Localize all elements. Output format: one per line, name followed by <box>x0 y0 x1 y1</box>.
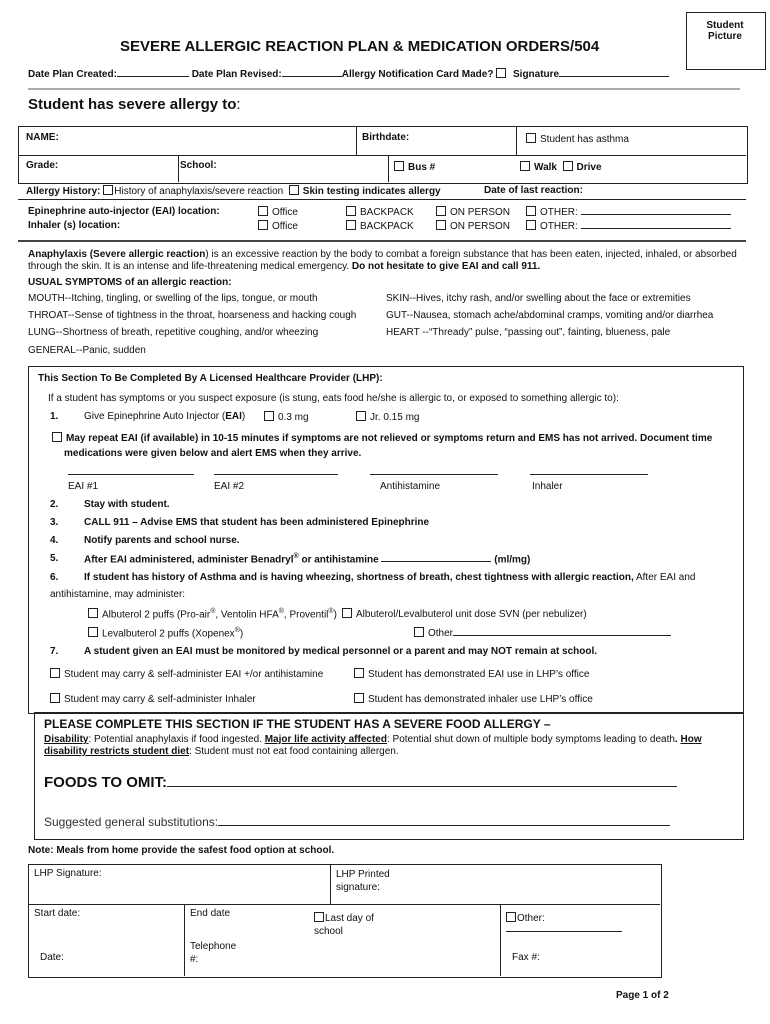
allergy-card-label: Allergy Notification Card Made? <box>341 69 494 80</box>
anaphylaxis-paragraph: Anaphylaxis (Severe allergic reaction) is an excessive reaction by the body to combat a foreign substance that has been eaten, injected, inhaled, or absorbed through the skin. It is an intense and life-threatening medical emergency. Do not hesitate to give EAI and call 911. <box>28 249 737 272</box>
inhaler-other-field[interactable] <box>581 228 731 229</box>
antihistamine-label: Antihistamine <box>380 481 441 492</box>
meals-note: Note: Meals from home provide the safest food option at school. <box>28 845 335 856</box>
inhaler-person-checkbox[interactable] <box>436 220 446 230</box>
inhaler-location-label: Inhaler (s) location: <box>28 220 121 231</box>
last-reaction-label: Date of last reaction: <box>484 185 583 196</box>
step-1-number: 1. <box>50 411 59 422</box>
signature-label: Signature <box>513 69 560 80</box>
symptom-lung: LUNG--Shortness of breath, repetitive coughing, and/or wheezing <box>28 327 319 338</box>
step-6: If student has history of Asthma and is having wheezing, shortness of breath, chest tightness with allergic reaction, After EAI and <box>84 572 696 583</box>
date-revised-field[interactable] <box>282 76 342 77</box>
carry-inhaler-checkbox[interactable] <box>50 693 60 703</box>
inhaler-office-checkbox[interactable] <box>258 220 268 230</box>
symptom-mouth: MOUTH--Itching, tingling, or swelling of the lips, tongue, or mouth <box>28 293 318 304</box>
step-7: A student given an EAI must be monitored by medical personnel or a parent and may NOT remain at school. <box>84 646 598 657</box>
inhaler-backpack-checkbox[interactable] <box>346 220 356 230</box>
symptom-skin: SKIN--Hives, itchy rash, and/or swelling about the face or extremities <box>386 293 691 304</box>
other-med-option[interactable]: Other <box>414 627 671 639</box>
other-med-field[interactable] <box>453 635 671 636</box>
other-med-checkbox[interactable] <box>414 627 424 637</box>
eai2-label: EAI #2 <box>214 481 245 492</box>
epi-other-field[interactable] <box>581 214 731 215</box>
walk-drive-options[interactable]: Walk Drive <box>520 161 602 173</box>
substitutions-field[interactable] <box>218 825 670 826</box>
last-day-option[interactable]: Last day of school <box>314 913 374 937</box>
inhaler-other-checkbox[interactable] <box>526 220 536 230</box>
epi-office-checkbox[interactable] <box>258 206 268 216</box>
step-5: After EAI administered, administer Benadryl® or antihistamine (ml/mg) <box>84 553 531 566</box>
foods-to-omit: FOODS TO OMIT: <box>44 774 677 791</box>
usual-symptoms-heading: USUAL SYMPTOMS of an allergic reaction: <box>28 277 232 288</box>
name-label: NAME: <box>26 132 59 143</box>
albuterol-svn-checkbox[interactable] <box>342 608 352 618</box>
date-label: Date: <box>40 952 64 963</box>
step-3: CALL 911 – Advise EMS that student has been administered Epinephrine <box>84 517 430 528</box>
food-heading: PLEASE COMPLETE THIS SECTION IF THE STUDENT HAS A SEVERE FOOD ALLERGY – <box>44 717 551 731</box>
demo-eai-checkbox[interactable] <box>354 668 364 678</box>
carry-eai-option[interactable]: Student may carry & self-administer EAI +/or antihistamine <box>50 668 323 680</box>
school-label: School: <box>180 160 217 171</box>
end-date-label: End date <box>190 908 231 919</box>
allergy-history-row: Allergy History: History of anaphylaxis/severe reaction Skin testing indicates allergy <box>26 186 441 197</box>
page-number: Page 1 of 2 <box>616 990 669 1001</box>
bus-checkbox[interactable] <box>394 161 404 171</box>
lhp-signature-label: LHP Signature: <box>34 868 102 879</box>
grade-label: Grade: <box>26 160 59 171</box>
foods-to-omit-field[interactable] <box>167 786 677 787</box>
albuterol-option[interactable]: Albuterol 2 puffs (Pro-air®, Ventolin HFA®, Proventil®) <box>88 608 337 620</box>
picture-label: Student Picture <box>706 20 744 42</box>
epi-other-checkbox[interactable] <box>526 206 536 216</box>
birthdate-label: Birthdate: <box>362 132 410 143</box>
date-created-field[interactable] <box>117 76 189 77</box>
carry-inhaler-option[interactable]: Student may carry & self-administer Inhaler <box>50 693 256 705</box>
antihistamine-dose-field[interactable] <box>381 561 491 562</box>
lhp-intro: If a student has symptoms or you suspect exposure (is stung, eats food he/she is allergic to, or exposed to something allergic to): <box>48 393 619 404</box>
disability-text: Disability: Potential anaphylaxis if food ingested. Major life activity affected: Potential shut down of multiple body symptoms leading to death. How disability restricts student diet: Student must not eat food containing allergen. <box>44 734 702 757</box>
page-title: SEVERE ALLERGIC REACTION PLAN & MEDICATION ORDERS/504 <box>120 38 600 55</box>
date-revised-label: Date Plan Revised: <box>191 69 282 80</box>
skin-testing-checkbox[interactable] <box>289 185 299 195</box>
albuterol-checkbox[interactable] <box>88 608 98 618</box>
symptom-gut: GUT--Nausea, stomach ache/abdominal cramps, vomiting and/or diarrhea <box>386 310 714 321</box>
demo-inhaler-option[interactable]: Student has demonstrated inhaler use LHP’s office <box>354 693 593 705</box>
other-date-option[interactable]: Other: <box>506 912 622 935</box>
lhp-heading: This Section To Be Completed By A Licensed Healthcare Provider (LHP): <box>38 373 383 384</box>
allergy-card-checkbox[interactable] <box>496 68 506 78</box>
substitutions: Suggested general substitutions: <box>44 815 670 829</box>
drive-checkbox[interactable] <box>563 161 573 171</box>
albuterol-svn-option[interactable]: Albuterol/Levalbuterol unit dose SVN (per nebulizer) <box>342 608 587 620</box>
carry-eai-checkbox[interactable] <box>50 668 60 678</box>
symptom-throat: THROAT--Sense of tightness in the throat, hoarseness and hacking cough <box>28 310 357 321</box>
repeat-eai-checkbox[interactable] <box>52 432 62 442</box>
other-date-field[interactable] <box>506 931 622 932</box>
date-created-label: Date Plan Created: <box>28 69 117 80</box>
start-date-label: Start date: <box>34 908 81 919</box>
symptom-heart: HEART --“Thready” pulse, “passing out”, fainting, blueness, pale <box>386 327 671 338</box>
epi-location-label: Epinephrine auto-injector (EAI) location: <box>28 206 220 217</box>
other-date-checkbox[interactable] <box>506 912 516 922</box>
bus-option[interactable]: Bus # <box>394 161 435 173</box>
dose-jr-checkbox[interactable] <box>356 411 366 421</box>
anaphylaxis-history-checkbox[interactable] <box>103 185 113 195</box>
asthma-option[interactable]: Student has asthma <box>526 133 629 145</box>
levalbuterol-option[interactable]: Levalbuterol 2 puffs (Xopenex®) <box>88 627 243 639</box>
walk-checkbox[interactable] <box>520 161 530 171</box>
step-6-cont: antihistamine, may administer: <box>50 589 186 600</box>
eai1-label: EAI #1 <box>68 481 99 492</box>
telephone-label: Telephone #: <box>190 941 237 965</box>
epi-backpack-checkbox[interactable] <box>346 206 356 216</box>
asthma-checkbox[interactable] <box>526 133 536 143</box>
epi-person-checkbox[interactable] <box>436 206 446 216</box>
inhaler-label: Inhaler <box>532 481 563 492</box>
last-day-checkbox[interactable] <box>314 912 324 922</box>
step-2: Stay with student. <box>84 499 170 510</box>
fax-label: Fax #: <box>512 952 540 963</box>
dose-adult-checkbox[interactable] <box>264 411 274 421</box>
lhp-printed-label: LHP Printed signature: <box>336 869 390 893</box>
levalbuterol-checkbox[interactable] <box>88 627 98 637</box>
allergy-heading: Student has severe allergy to: <box>28 96 241 113</box>
step-1: Give Epinephrine Auto Injector (EAI) <box>84 411 246 422</box>
repeat-eai: May repeat EAI (if available) in 10-15 minutes if symptoms are not relieved or symptoms return and EMS has not arrived. Document time medications were given below and alert EMS when they arrive. <box>52 431 742 461</box>
demo-eai-option[interactable]: Student has demonstrated EAI use in LHP’s office <box>354 668 589 680</box>
demo-inhaler-checkbox[interactable] <box>354 693 364 703</box>
signature-field[interactable] <box>559 76 669 77</box>
header-fields <box>28 68 669 80</box>
step-4: Notify parents and school nurse. <box>84 535 240 546</box>
symptom-general: GENERAL--Panic, sudden <box>28 345 146 356</box>
